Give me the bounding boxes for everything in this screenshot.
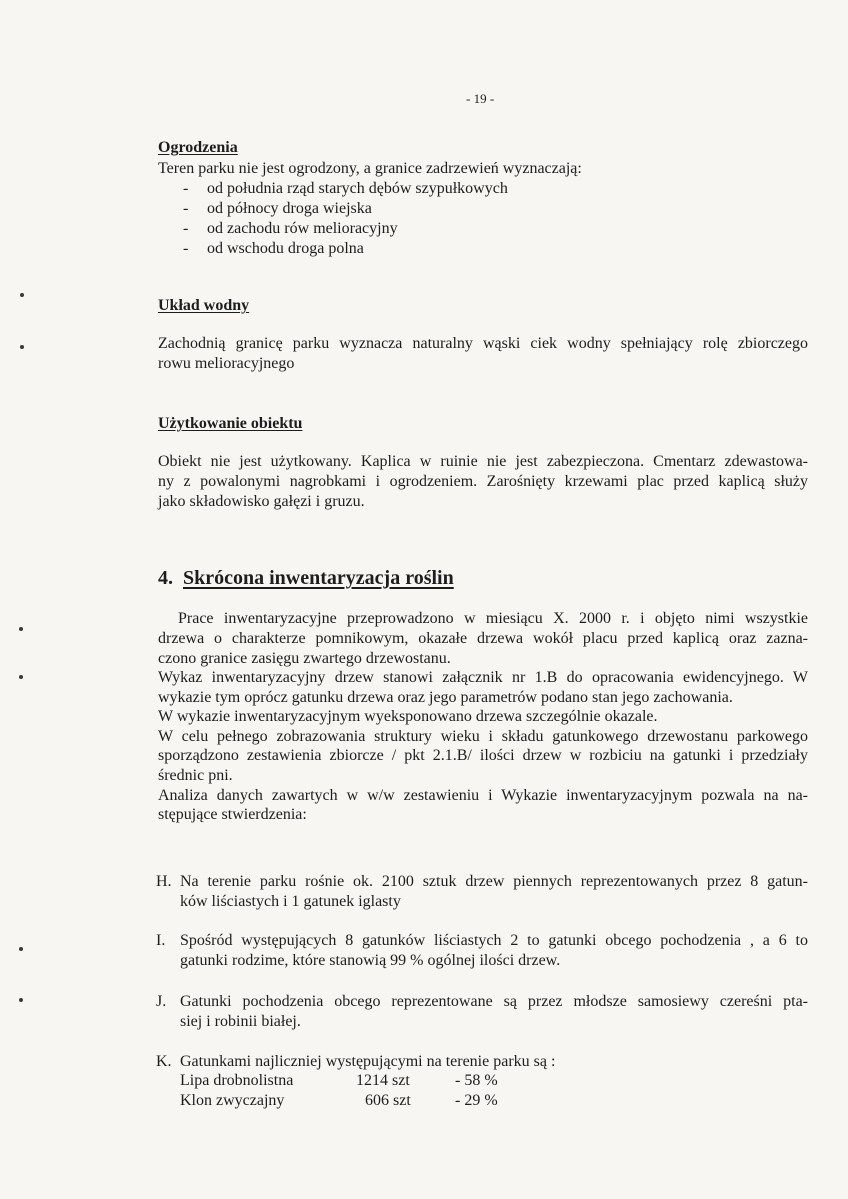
species-percent: - 58 % — [455, 1072, 498, 1089]
finding-line: Gatunkami najliczniej występującymi na terenie parku są : — [180, 1053, 556, 1070]
species-count: 606 szt — [365, 1092, 411, 1109]
page-number: - 19 - — [466, 91, 495, 106]
paragraph-line: Prace inwentaryzacyjne przeprowadzono w miesiącu X. 2000 r. i objęto nimi wszystkie — [178, 610, 808, 627]
list-item: od południa rząd starych dębów szypułkowych — [207, 180, 508, 197]
species-name: Klon zwyczajny — [180, 1092, 285, 1109]
finding-line: siej i robinii białej. — [180, 1013, 301, 1030]
scan-mark — [19, 998, 23, 1002]
paragraph-line: sporządzono zestawienia zbiorcze / pkt 2.1.B/ ilości drzew w rozbiciu na gatunki i przedziały — [158, 747, 808, 764]
paragraph-line: wykazie tym oprócz gatunku drzewa oraz jego parametrów podano stan jego zachowania. — [158, 689, 733, 706]
finding-line: gatunki rodzime, które stanowią 99 % ogólnej ilości drzew. — [180, 952, 561, 969]
paragraph-line: W celu pełnego zobrazowania struktury wieku i składu gatunkowego drzewostanu parkowego — [158, 728, 808, 745]
paragraph-line: Obiekt nie jest użytkowany. Kaplica w ruinie nie jest zabezpieczona. Cmentarz zdewastowa- — [158, 453, 808, 470]
bullet-dash: - — [183, 180, 189, 197]
scan-mark — [19, 947, 23, 951]
scan-mark — [20, 293, 24, 297]
scan-mark — [19, 627, 23, 631]
species-name: Lipa drobnolistna — [180, 1072, 294, 1089]
scan-mark — [20, 345, 24, 349]
finding-label: I. — [156, 932, 166, 949]
paragraph-line: rowu melioracyjnego — [158, 355, 295, 372]
paragraph-line: stępujące stwierdzenia: — [158, 806, 307, 823]
heading-uklad-wodny: Układ wodny — [158, 297, 250, 314]
paragraph-line: Zachodnią granicę parku wyznacza naturalny wąski ciek wodny spełniający rolę zbiorczego — [158, 335, 808, 352]
bullet-dash: - — [183, 220, 189, 237]
paragraph-line: Analiza danych zawartych w w/w zestawieniu i Wykazie inwentaryzacyjnym pozwala na na- — [158, 787, 808, 804]
finding-line: Gatunki pochodzenia obcego reprezentowane są przez młodsze samosiewy czereśni pta- — [180, 993, 808, 1010]
scan-mark — [19, 675, 23, 679]
list-item: od północy droga wiejska — [207, 200, 372, 217]
paragraph-line: ny z powalonymi nagrobkami i ogrodzeniem. Zarośnięty krzewami plac przed kaplicą służy — [158, 473, 808, 490]
list-item: od zachodu rów melioracyjny — [207, 220, 398, 237]
paragraph-line: drzewa o charakterze pomnikowym, okazałe drzewa wokół placu przed kaplicą oraz zazna- — [158, 630, 808, 647]
finding-line: Spośród występujących 8 gatunków liściastych 2 to gatunki obcego pochodzenia , a 6 to — [180, 932, 808, 949]
finding-line: ków liściastych i 1 gatunek iglasty — [180, 893, 401, 910]
paragraph-line: W wykazie inwentaryzacyjnym wyeksponowano drzewa szczególnie okazale. — [158, 708, 658, 725]
section-heading — [158, 566, 454, 590]
paragraph-line: jako składowisko gałęzi i gruzu. — [158, 493, 365, 510]
finding-label: K. — [156, 1053, 172, 1070]
heading-uzytkowanie: Użytkowanie obiektu — [158, 415, 303, 432]
bullet-dash: - — [183, 200, 189, 217]
species-count: 1214 szt — [356, 1072, 410, 1089]
list-item: od wschodu droga polna — [207, 240, 364, 257]
finding-label: J. — [156, 993, 167, 1010]
bullet-dash: - — [183, 240, 189, 257]
paragraph-line: średnic pni. — [158, 767, 233, 784]
finding-line: Na terenie parku rośnie ok. 2100 sztuk drzew piennych reprezentowanych przez 8 gatun- — [180, 873, 808, 890]
ogrodzenia-intro: Teren parku nie jest ogrodzony, a granice zadrzewień wyznaczają: — [158, 160, 582, 177]
paragraph-line: Wykaz inwentaryzacyjny drzew stanowi załącznik nr 1.B do opracowania ewidencyjnego. W — [158, 669, 808, 686]
species-percent: - 29 % — [455, 1092, 498, 1109]
heading-ogrodzenia: Ogrodzenia — [158, 139, 238, 156]
section-title: Skrócona inwentaryzacja roślin — [183, 567, 454, 589]
finding-label: H. — [156, 873, 172, 890]
paragraph-line: czono granice zasięgu zwartego drzewostanu. — [158, 650, 451, 667]
section-number: 4. — [158, 567, 173, 589]
